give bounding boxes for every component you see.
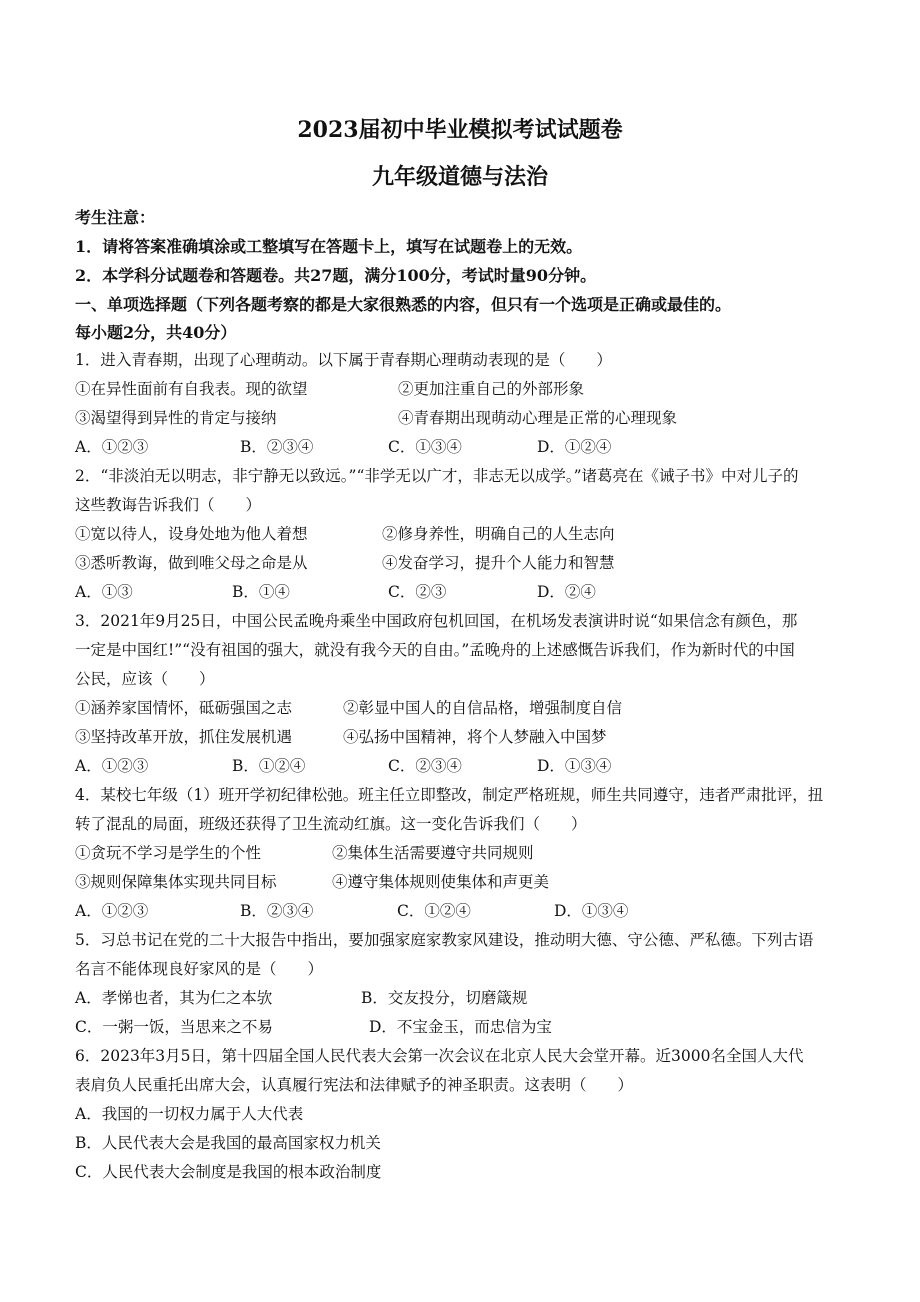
question-1-stem: 1．进入青春期，出现了心理萌动。以下属于青春期心理萌动表现的是（ ） bbox=[75, 351, 612, 369]
question-5-stem: 5．习总书记在党的二十大报告中指出，要加强家庭家教家风建设，推动明大德、守公德、严私德。下列古语 bbox=[75, 931, 814, 949]
notice-item-2: 2．本学科分试题卷和答题卷。共27题，满分100分，考试时量90分钟。 bbox=[75, 266, 597, 285]
q3-choice-b: B．①②④ bbox=[232, 757, 306, 775]
notice-item-1: 1．请将答案准确填涂或工整填写在答题卡上，填写在试题卷上的无效。 bbox=[75, 237, 583, 256]
q4-choice-c: C．①②④ bbox=[397, 902, 471, 920]
question-4-stem: 4．某校七年级（1）班开学初纪律松弛。班主任立即整改，制定严格班规，师生共同遵守，违者严肃批评，扭 bbox=[75, 786, 824, 804]
question-3-stem-cont-1: 一定是中国红!”“没有祖国的强大，就没有我今天的自由。”孟晚舟的上述感慨告诉我们，作为新时代的中国 bbox=[75, 641, 795, 659]
question-2-stem: 2．“非淡泊无以明志，非宁静无以致远。”“非学无以广才，非志无以成学。”诸葛亮在《诫子书》中对儿子的 bbox=[75, 467, 799, 485]
q3-choice-d: D．①③④ bbox=[537, 757, 612, 775]
q1-statement-2: ②更加注重自己的外部形象 bbox=[398, 380, 585, 398]
notice-heading: 考生注意： bbox=[75, 208, 156, 227]
question-4-stem-cont: 转了混乱的局面，班级还获得了卫生流动红旗。这一变化告诉我们（ ） bbox=[75, 815, 587, 833]
q2-choice-a: A．①③ bbox=[75, 583, 133, 601]
q5-choice-d: D．不宝金玉，而忠信为宝 bbox=[369, 1018, 552, 1036]
q2-choice-b: B．①④ bbox=[232, 583, 290, 601]
q1-choice-c: C．①③④ bbox=[388, 438, 462, 456]
question-3-stem-cont-2: 公民，应该（ ） bbox=[75, 670, 215, 688]
q5-choice-b: B．交友投分，切磨箴规 bbox=[361, 989, 528, 1007]
q1-statement-1: ①在异性面前有自我表。现的欲望 bbox=[75, 380, 308, 398]
q2-statement-4: ④发奋学习，提升个人能力和智慧 bbox=[382, 554, 615, 572]
q6-choice-c: C．人民代表大会制度是我国的根本政治制度 bbox=[75, 1163, 382, 1181]
q4-statement-3: ③规则保障集体实现共同目标 bbox=[75, 873, 277, 891]
question-3-stem: 3．2021年9月25日，中国公民孟晚舟乘坐中国政府包机回国，在机场发表演讲时说“如果信念有颜色，那 bbox=[75, 612, 798, 630]
q4-statement-4: ④遵守集体规则使集体和声更美 bbox=[332, 873, 550, 891]
q1-choice-d: D．①②④ bbox=[537, 438, 612, 456]
q2-choice-d: D．②④ bbox=[537, 583, 596, 601]
q4-choice-d: D．①③④ bbox=[554, 902, 629, 920]
q2-statement-1: ①宽以待人，设身处地为他人着想 bbox=[75, 525, 308, 543]
q2-choice-c: C．②③ bbox=[388, 583, 447, 601]
q3-statement-2: ②彰显中国人的自信品格，增强制度自信 bbox=[343, 699, 623, 717]
q1-choice-a: A．①②③ bbox=[75, 438, 149, 456]
q3-choice-a: A．①②③ bbox=[75, 757, 149, 775]
q6-choice-a: A．我国的一切权力属于人大代表 bbox=[75, 1105, 304, 1123]
q5-choice-a: A．孝悌也者，其为仁之本欤 bbox=[75, 989, 273, 1007]
q1-statement-4: ④青春期出现萌动心理是正常的心理现象 bbox=[398, 409, 678, 427]
question-5-stem-cont: 名言不能体现良好家风的是（ ） bbox=[75, 960, 324, 978]
q4-statement-2: ②集体生活需要遵守共同规则 bbox=[332, 844, 534, 862]
exam-title: 2023届初中毕业模拟考试试题卷 bbox=[297, 117, 623, 143]
q2-statement-2: ②修身养性，明确自己的人生志向 bbox=[382, 525, 615, 543]
q5-choice-c: C．一粥一饭，当思来之不易 bbox=[75, 1018, 273, 1036]
question-6-stem-cont: 表肩负人民重托出席大会，认真履行宪法和法律赋予的神圣职责。这表明（ ） bbox=[75, 1076, 634, 1094]
q2-statement-3: ③悉听教诲，做到唯父母之命是从 bbox=[75, 554, 308, 572]
q3-statement-4: ④弘扬中国精神，将个人梦融入中国梦 bbox=[343, 728, 607, 746]
q1-choice-b: B．②③④ bbox=[240, 438, 314, 456]
q6-choice-b: B．人民代表大会是我国的最高国家权力机关 bbox=[75, 1134, 381, 1152]
q4-choice-b: B．②③④ bbox=[240, 902, 314, 920]
section-heading-cont: 每小题2分，共40分） bbox=[75, 323, 237, 342]
q1-statement-3: ③渴望得到异性的肯定与接纳 bbox=[75, 409, 277, 427]
question-2-stem-cont: 这些教诲告诉我们（ ） bbox=[75, 496, 262, 514]
q4-statement-1: ①贪玩不学习是学生的个性 bbox=[75, 844, 262, 862]
q4-choice-a: A．①②③ bbox=[75, 902, 149, 920]
q3-statement-3: ③坚持改革开放，抓住发展机遇 bbox=[75, 728, 293, 746]
section-heading: 一、单项选择题（下列各题考察的都是大家很熟悉的内容，但只有一个选项是正确或最佳的。 bbox=[75, 295, 732, 314]
q3-statement-1: ①涵养家国情怀，砥砺强国之志 bbox=[75, 699, 293, 717]
exam-subtitle: 九年级道德与法治 bbox=[371, 164, 548, 190]
question-6-stem: 6．2023年3月5日，第十四届全国人民代表大会第一次会议在北京人民大会堂开幕。近3000名全国人大代 bbox=[75, 1047, 804, 1065]
q3-choice-c: C．②③④ bbox=[388, 757, 462, 775]
